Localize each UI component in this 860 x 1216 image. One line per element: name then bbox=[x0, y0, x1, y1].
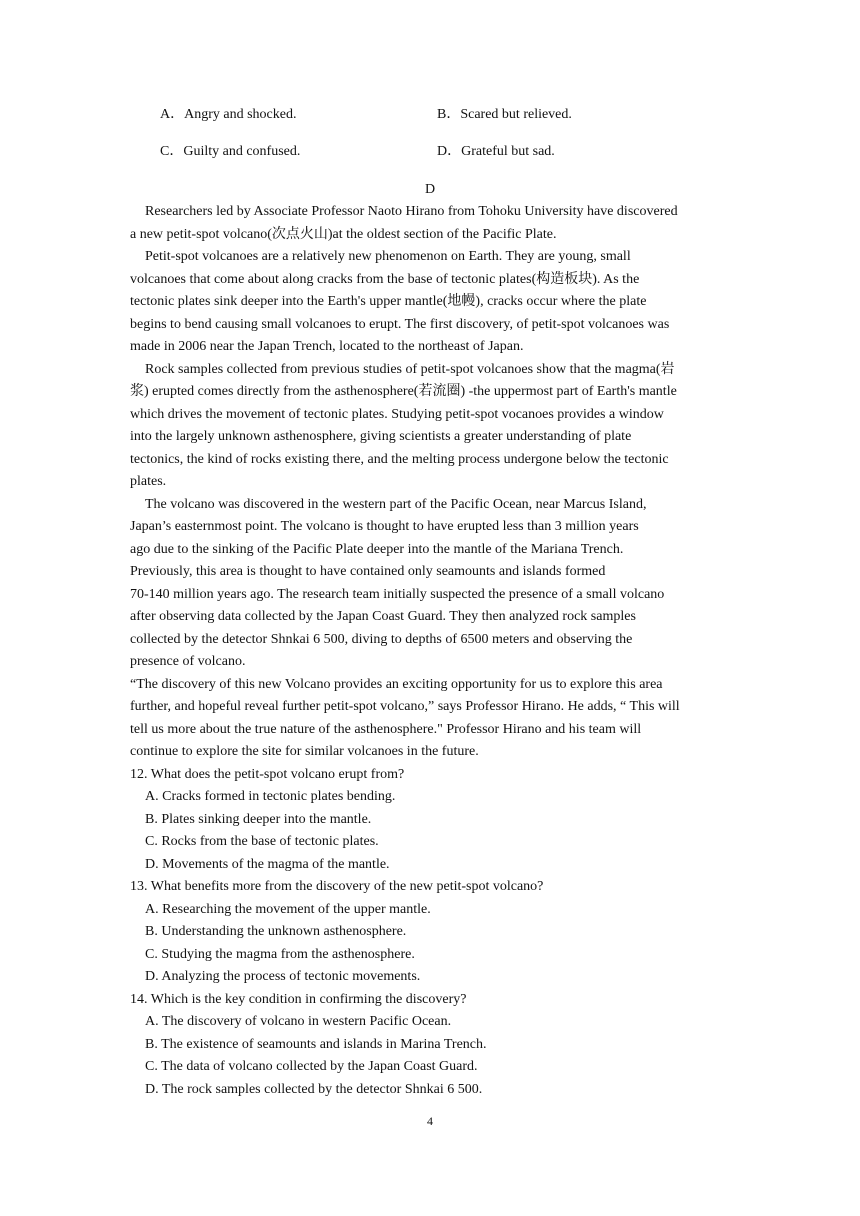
text-line: begins to bend causing small volcanoes to erupt. The first discovery, of petit-spot volcanoes was bbox=[130, 316, 670, 332]
text-line: into the largely unknown asthenosphere, giving scientists a greater understanding of plate bbox=[130, 429, 632, 444]
option-a: A．Angry and shocked. bbox=[160, 107, 297, 122]
text-line: The volcano was discovered in the western part of the Pacific Ocean, near Marcus Island, bbox=[145, 496, 647, 512]
text-line: Previously, this area is thought to have contained only seamounts and islands formed bbox=[130, 564, 606, 579]
choice-b: B. Plates sinking deeper into the mantle. bbox=[145, 811, 372, 827]
text-line: further, and hopeful reveal further petit-spot volcano,” says Professor Hirano. He adds, “ This will bbox=[130, 699, 680, 714]
question-14 bbox=[130, 989, 730, 1102]
previous-question-options-2 bbox=[160, 141, 720, 163]
choice-d: D. The rock samples collected by the detector Shnkai 6 500. bbox=[145, 1081, 483, 1097]
text-line: collected by the detector Shnkai 6 500, diving to depths of 6500 meters and observing the bbox=[130, 631, 633, 647]
paragraph-4 bbox=[130, 494, 730, 674]
previous-question-options bbox=[160, 104, 720, 126]
choice-a: A. Researching the movement of the upper mantle. bbox=[145, 901, 431, 917]
text-line: continue to explore the site for similar volcanoes in the future. bbox=[130, 744, 479, 759]
question-13 bbox=[130, 876, 730, 989]
question-stem: 12. What does the petit-spot volcano erupt from? bbox=[130, 766, 405, 782]
question-stem: 13. What benefits more from the discovery of the new petit-spot volcano? bbox=[130, 879, 544, 894]
choice-b: B. Understanding the unknown asthenosphere. bbox=[145, 924, 407, 939]
question-stem: 14. Which is the key condition in confirming the discovery? bbox=[130, 991, 467, 1007]
passage-body bbox=[130, 201, 730, 1101]
option-d: D．Grateful but sad. bbox=[437, 144, 555, 159]
text-line: volcanoes that come about along cracks from the base of tectonic plates(构造板块). As the bbox=[130, 271, 640, 287]
option-b: B．Scared but relieved. bbox=[437, 107, 572, 122]
text-line: made in 2006 near the Japan Trench, located to the northeast of Japan. bbox=[130, 339, 524, 354]
choice-c: C. The data of volcano collected by the Japan Coast Guard. bbox=[145, 1059, 478, 1074]
option-row bbox=[160, 104, 720, 126]
section-heading: D bbox=[424, 182, 436, 197]
choice-a: A. The discovery of volcano in western Pacific Ocean. bbox=[145, 1014, 452, 1029]
choice-b: B. The existence of seamounts and islands in Marina Trench. bbox=[145, 1036, 487, 1052]
choice-d: D. Movements of the magma of the mantle. bbox=[145, 856, 390, 872]
option-row bbox=[160, 141, 720, 163]
paragraph-1 bbox=[130, 201, 730, 246]
text-line: Japan’s easternmost point. The volcano is thought to have erupted less than 3 million years bbox=[130, 519, 639, 534]
text-line: Petit-spot volcanoes are a relatively new phenomenon on Earth. They are young, small bbox=[145, 249, 631, 264]
paragraph-3 bbox=[130, 359, 730, 494]
text-line: Rock samples collected from previous studies of petit-spot volcanoes show that the magma(岩 bbox=[145, 361, 675, 377]
choice-a: A. Cracks formed in tectonic plates bending. bbox=[145, 789, 396, 804]
text-line: tectonic plates sink deeper into the Earth's upper mantle(地幔), cracks occur where the plate bbox=[130, 294, 647, 309]
text-line: “The discovery of this new Volcano provides an exciting opportunity for us to explore this area bbox=[130, 676, 663, 692]
text-line: tell us more about the true nature of the asthenosphere." Professor Hirano and his team will bbox=[130, 721, 642, 737]
text-line: tectonics, the kind of rocks existing there, and the melting process undergone below the tectonic bbox=[130, 451, 669, 467]
text-line: 70-140 million years ago. The research team initially suspected the presence of a small volcano bbox=[130, 586, 665, 602]
text-line: plates. bbox=[130, 474, 167, 489]
text-line: 浆) erupted comes directly from the asthenosphere(若流圈) -the uppermost part of Earth's mantle bbox=[130, 384, 677, 399]
text-line: which drives the movement of tectonic plates. Studying petit-spot vocanoes provides a window bbox=[130, 406, 664, 422]
choice-c: C. Studying the magma from the asthenosphere. bbox=[145, 946, 415, 962]
question-12 bbox=[130, 764, 730, 877]
text-line: a new petit-spot volcano(次点火山)at the oldest section of the Pacific Plate. bbox=[130, 226, 557, 242]
paragraph-5 bbox=[130, 674, 730, 764]
text-line: Researchers led by Associate Professor Naoto Hirano from Tohoku University have discovered bbox=[145, 204, 678, 219]
choice-c: C. Rocks from the base of tectonic plates. bbox=[145, 834, 379, 849]
option-c: C．Guilty and confused. bbox=[160, 144, 301, 159]
text-line: after observing data collected by the Japan Coast Guard. They then analyzed rock samples bbox=[130, 609, 636, 624]
page-number: 4 bbox=[427, 1114, 433, 1128]
choice-d: D. Analyzing the process of tectonic movements. bbox=[145, 969, 421, 984]
text-line: presence of volcano. bbox=[130, 654, 246, 669]
text-line: ago due to the sinking of the Pacific Plate deeper into the mantle of the Mariana Trench. bbox=[130, 541, 624, 557]
paragraph-2 bbox=[130, 246, 730, 359]
